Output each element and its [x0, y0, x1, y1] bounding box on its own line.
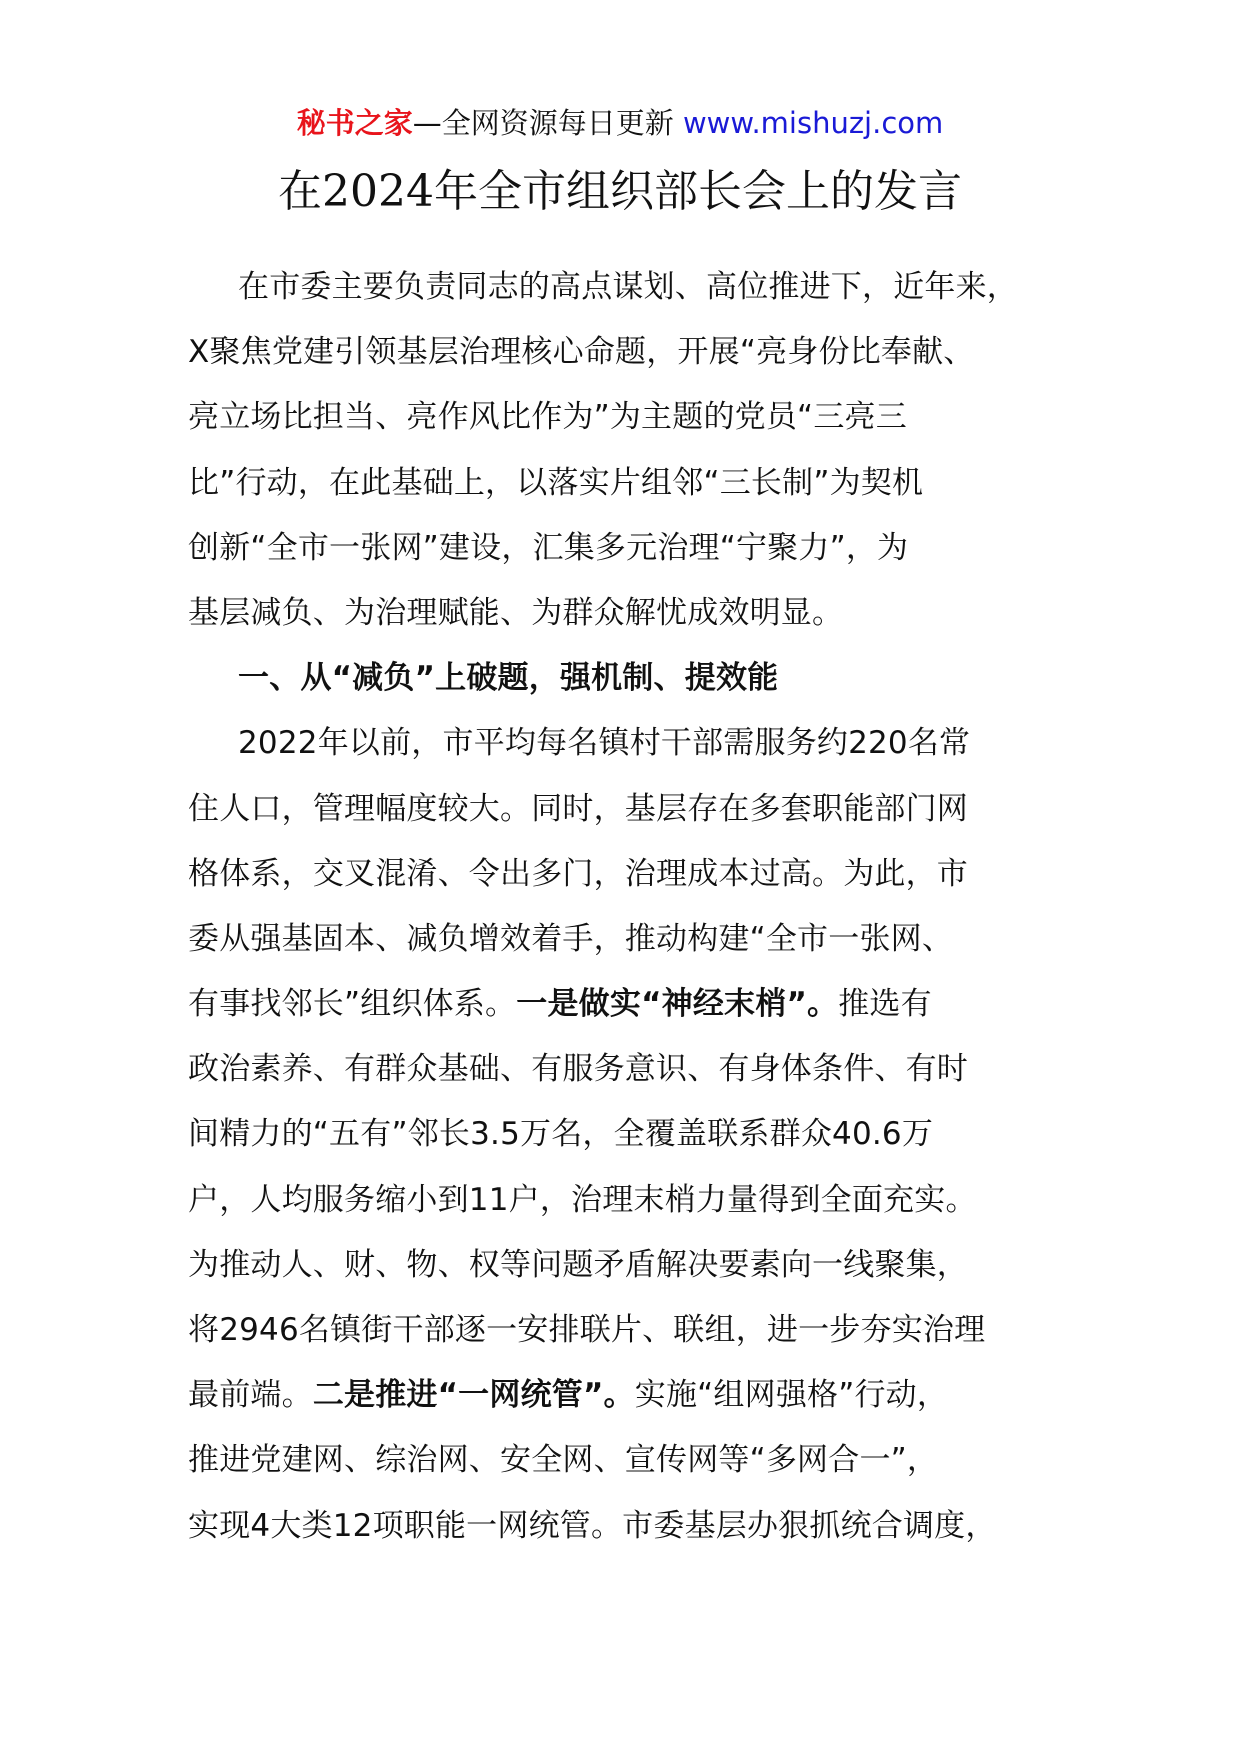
- title-year: 2024: [322, 166, 434, 217]
- brand-name: 秘书之家: [296, 106, 413, 140]
- body-line: 亮立场比担当、亮作风比作为”为主题的党员“三亮三: [188, 399, 907, 436]
- body-text: 最前端。: [188, 1377, 313, 1414]
- document-body: [188, 255, 1088, 1559]
- body-line: 格体系，交叉混淆、令出多门，治理成本过高。为此，市: [188, 855, 968, 892]
- body-text: 实施“组网强格”行动，: [634, 1377, 949, 1414]
- body-line-mixed: [188, 1363, 1088, 1428]
- body-line: X聚焦党建引领基层治理核心命题，开展“亮身份比奉献、: [188, 334, 975, 371]
- body-line: 住人口，管理幅度较大。同时，基层存在多套职能部门网: [188, 790, 968, 827]
- title-prefix: 在: [278, 166, 322, 217]
- body-line: 推进党建网、综治网、安全网、宣传网等“多网合一”，: [188, 1442, 939, 1479]
- body-line: 基层减负、为治理赋能、为群众解忧成效明显。: [188, 594, 844, 631]
- body-line: 2022年以前，市平均每名镇村干部需服务约220名常: [238, 725, 971, 762]
- body-line: 间精力的“五有”邻长3.5万名，全覆盖联系群众40.6万: [188, 1116, 934, 1153]
- body-text: 推选有: [838, 986, 932, 1023]
- title-suffix: 年全市组织部长会上的发言: [433, 166, 962, 217]
- body-line: 政治素养、有群众基础、有服务意识、有身体条件、有时: [188, 1051, 968, 1088]
- body-line: 为推动人、财、物、权等问题矛盾解决要素向一线聚集，: [188, 1246, 968, 1283]
- site-tagline: —全网资源每日更新: [412, 106, 674, 140]
- body-line: 将2946名镇街干部逐一安排联片、联组，进一步夯实治理: [188, 1312, 986, 1348]
- site-url[interactable]: www.mishuzj.com: [682, 106, 944, 140]
- point-one-label: 一是做实“神经末梢”。: [516, 986, 839, 1023]
- body-line-mixed: [188, 972, 1088, 1037]
- body-line: 创新“全市一张网”建设，汇集多元治理“宁聚力”，为: [188, 529, 909, 566]
- body-line: 在市委主要负责同志的高点谋划、高位推进下，近年来，: [238, 269, 1018, 305]
- site-header: [0, 102, 1240, 144]
- body-line: 实现4大类12项职能一网统管。市委基层办狠抓统合调度，: [188, 1507, 997, 1544]
- body-line: 户，人均服务缩小到11户，治理末梢力量得到全面充实。: [188, 1181, 977, 1218]
- body-line: 委从强基固本、减负增效着手，推动构建“全市一张网、: [188, 920, 954, 957]
- section-heading: 一、从“减负”上破题，强机制、提效能: [238, 660, 779, 697]
- body-line: 比”行动，在此基础上，以落实片组邻“三长制”为契机: [188, 464, 924, 501]
- point-two-label: 二是推进“一网统管”。: [312, 1377, 635, 1414]
- document-title: [0, 160, 1240, 224]
- body-text: 有事找邻长”组织体系。: [188, 986, 517, 1023]
